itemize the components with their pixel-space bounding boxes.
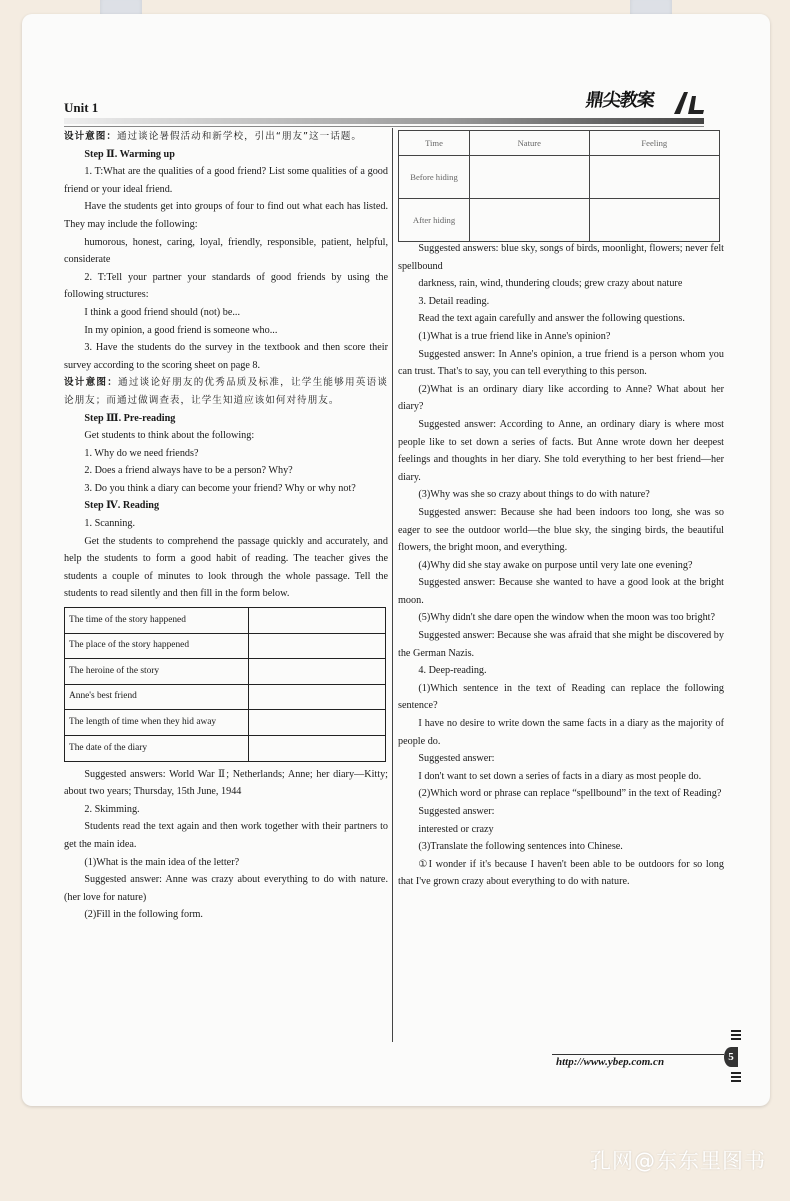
paragraph: (2)Which word or phrase can replace “spellbound” in the text of Reading? bbox=[418, 788, 722, 800]
paragraph: Suggested answer: According to Anne, an ordinary diary is where most people like to set down a series of facts. But Anne wrote down her deepest feelings and thoughts in her diary. She told everything to her best friend—her diary. bbox=[398, 418, 724, 483]
left-column bbox=[64, 128, 388, 924]
header-rule bbox=[64, 118, 704, 124]
paragraph: Students read the text again and then work together with their partners to get the main idea. bbox=[64, 821, 388, 850]
table-row bbox=[399, 199, 720, 242]
table-header-cell: Feeling bbox=[589, 131, 719, 156]
paragraph: (1)What is a true friend like in Anne's opinion? bbox=[418, 330, 611, 342]
footer-url: http://www.ybep.com.cn bbox=[556, 1056, 665, 1068]
table-cell-blank bbox=[249, 659, 386, 685]
table-cell-blank bbox=[470, 156, 590, 199]
table-row bbox=[65, 684, 386, 710]
nature-feeling-table bbox=[398, 130, 720, 242]
design-intent-2: 设计意图：通过谈论好朋友的优秀品质及标准，让学生能够用英语谈论朋友；而通过做调查表，让学生知道应该如何对待朋友。 bbox=[64, 377, 389, 406]
table-row bbox=[65, 633, 386, 659]
paragraph: (1)Which sentence in the text of Reading can replace the following sentence? bbox=[398, 682, 724, 712]
table-cell-blank bbox=[249, 736, 386, 762]
paragraph: 3. Do you think a diary can become your friend? Why or why not? bbox=[84, 482, 356, 494]
table-cell-blank bbox=[249, 608, 386, 634]
table-cell-label: The length of time when they hid away bbox=[65, 710, 249, 736]
table-cell-label: The time of the story happened bbox=[65, 608, 249, 634]
table-cell-blank bbox=[249, 633, 386, 659]
paragraph: (5)Why didn't she dare open the window when the moon was too bright? bbox=[418, 612, 716, 624]
paragraph: I have no desire to write down the same facts in a diary as the majority of people do. bbox=[398, 718, 724, 747]
paragraph: Have the students get into groups of four to find out what each has listed. They may include the following: bbox=[64, 201, 388, 230]
table-cell-blank bbox=[249, 684, 386, 710]
paragraph: I don't want to set down a series of facts in a diary as most people do. bbox=[418, 770, 702, 782]
paragraph: Suggested answer: bbox=[418, 753, 495, 765]
paragraph: (4)Why did she stay awake on purpose until very late one evening? bbox=[418, 559, 693, 571]
column-divider bbox=[392, 128, 393, 1042]
paragraph: (2)Fill in the following form. bbox=[84, 909, 203, 921]
table-row bbox=[65, 608, 386, 634]
step-4-heading: Step Ⅳ. Reading bbox=[84, 500, 160, 512]
paragraph: 2. Skimming. bbox=[84, 803, 140, 815]
paragraph: 2. Does a friend always have to be a person? Why? bbox=[84, 465, 293, 477]
table-row bbox=[65, 736, 386, 762]
step-3-heading: Step Ⅲ. Pre-reading bbox=[84, 412, 176, 424]
paragraph: Read the text again carefully and answer the following questions. bbox=[418, 313, 685, 325]
paragraph: Suggested answer: In Anne's opinion, a true friend is a person whom you can trust. That's to say, you can tell everything to this person. bbox=[398, 348, 724, 378]
paragraph: 1. T:What are the qualities of a good friend? List some qualities of a good friend or your ideal friend. bbox=[64, 166, 388, 195]
table-cell-label: The date of the diary bbox=[65, 736, 249, 762]
paragraph: Suggested answer: Because she wanted to have a good look at the bright moon. bbox=[398, 577, 724, 606]
paragraph: darkness, rain, wind, thundering clouds; grew crazy about nature bbox=[418, 278, 683, 290]
brand-title: 鼎尖教案 bbox=[584, 90, 656, 111]
step-2-heading: Step Ⅱ. Warming up bbox=[84, 148, 175, 160]
paragraph: (1)What is the main idea of the letter? bbox=[84, 856, 240, 868]
paragraph: Suggested answer: bbox=[418, 806, 495, 817]
paragraph: Suggested answer: Because she had been indoors too long, she was so eager to see the outdoor world—the blue sky, the singing birds, the beautiful flowers, the bright moon, and everything. bbox=[398, 506, 724, 554]
paragraph: Get students to think about the following: bbox=[84, 430, 255, 442]
right-column bbox=[398, 240, 724, 891]
table-row-label: Before hiding bbox=[399, 156, 470, 199]
table-cell-blank bbox=[589, 156, 719, 199]
paragraph: 3. Detail reading. bbox=[418, 295, 490, 307]
paragraph: Get the students to comprehend the passage quickly and accurately, and help the students to form a good habit of reading. The teacher gives the students a couple of minutes to look through the whole passage. Tell the students to read silently and then fill in the form below. bbox=[64, 535, 388, 600]
paragraph: (2)What is an ordinary diary like according to Anne? What about her diary? bbox=[398, 383, 724, 413]
table-cell-label: The heroine of the story bbox=[65, 659, 249, 685]
paragraph: Suggested answers: World War Ⅱ; Netherlands; Anne; her diary—Kitty; about two years; Thursday, 15th June, 1944 bbox=[64, 768, 388, 798]
paragraph: 1. Why do we need friends? bbox=[84, 447, 199, 459]
page-tab-bars-upper bbox=[731, 1030, 741, 1042]
paragraph: (3)Why was she so crazy about things to do with nature? bbox=[418, 489, 650, 501]
table-cell-blank bbox=[589, 199, 719, 242]
paragraph: interested or crazy bbox=[418, 823, 494, 835]
paragraph: humorous, honest, caring, loyal, friendly, responsible, patient, helpful, considerate bbox=[64, 236, 388, 266]
table-row bbox=[65, 659, 386, 685]
paragraph: 2. T:Tell your partner your standards of good friends by using the following structures: bbox=[64, 271, 388, 301]
paragraph: 4. Deep-reading. bbox=[418, 665, 487, 677]
unit-label: Unit 1 bbox=[64, 100, 99, 115]
paragraph: Suggested answer: Because she was afraid that she might be discovered by the German Nazis. bbox=[398, 630, 724, 659]
header-rule-thin bbox=[64, 126, 704, 127]
footer-rule bbox=[552, 1054, 724, 1055]
paragraph: Suggested answer: Anne was crazy about everything to do with nature. (her love for nature) bbox=[64, 874, 388, 903]
watermark: 孔网@东东里图书 bbox=[590, 1149, 766, 1173]
paragraph: In my opinion, a good friend is someone who... bbox=[84, 324, 278, 336]
paragraph: I think a good friend should (not) be... bbox=[84, 306, 241, 318]
paragraph: Suggested answers: blue sky, songs of birds, moonlight, flowers; never felt spellbound bbox=[398, 243, 724, 272]
table-row-label: After hiding bbox=[399, 199, 470, 242]
paragraph: 1. Scanning. bbox=[84, 518, 136, 530]
table-cell-label: The place of the story happened bbox=[65, 633, 249, 659]
table-header-cell: Time bbox=[399, 131, 470, 156]
story-facts-table bbox=[64, 607, 386, 762]
table-row bbox=[399, 156, 720, 199]
table-cell-blank bbox=[249, 710, 386, 736]
page-number: 5 bbox=[724, 1047, 738, 1067]
paragraph: ①I wonder if it's because I haven't been able to be outdoors for so long that I've grown crazy about everything to do with nature. bbox=[398, 858, 724, 888]
paragraph: 3. Have the students do the survey in the textbook and then score their survey according to the scoring sheet on page 8. bbox=[64, 342, 388, 371]
paragraph: (3)Translate the following sentences into Chinese. bbox=[418, 841, 623, 853]
design-intent-1: 设计意图：通过谈论暑假活动和新学校，引出“朋友”这一话题。 bbox=[64, 131, 362, 142]
table-header-row bbox=[399, 131, 720, 156]
table-cell-label: Anne's best friend bbox=[65, 684, 249, 710]
page-tab-bars-lower bbox=[731, 1072, 741, 1084]
brand-logo-icon bbox=[670, 88, 706, 118]
table-row bbox=[65, 710, 386, 736]
table-cell-blank bbox=[470, 199, 590, 242]
table-header-cell: Nature bbox=[470, 131, 590, 156]
